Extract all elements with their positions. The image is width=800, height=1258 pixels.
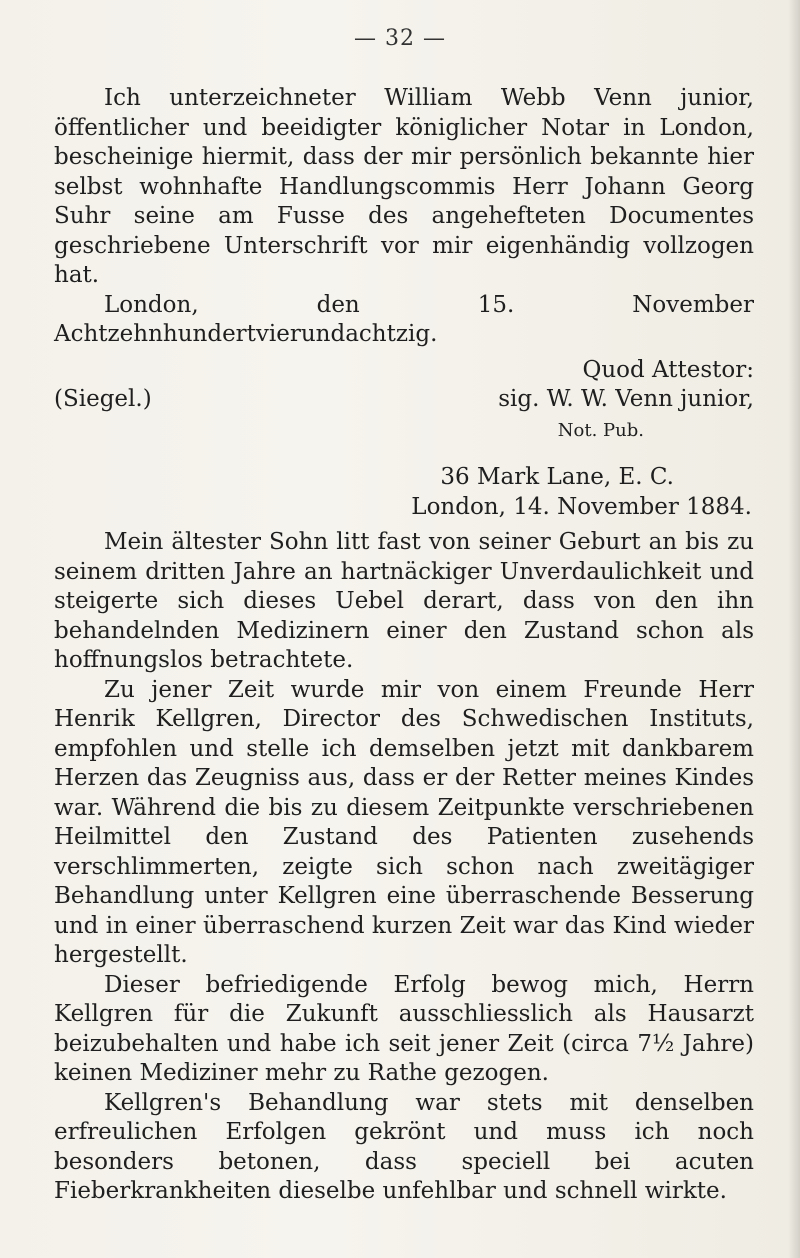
affidavit-date-line: London, den 15. November Achtzehnhundertvierundachtzig.	[54, 291, 754, 347]
page-number: — 32 —	[354, 26, 446, 51]
notary-abbrev: Not. Pub.	[557, 419, 644, 441]
letter-paragraph-2: Zu jener Zeit wurde mir von einem Freunde Herr Henrik Kellgren, Director des Schwedischen Instituts, empfohlen und stelle ich demselben jetzt mit dankbarem Herzen das Zeugniss aus, dass er der Retter meines Kindes war. Während die bis zu diesem Zeitpunkte verschriebenen Heilmittel den Zustand des Patienten zusehends verschlimmerten, zeigte sich schon nach zweitägiger Behandlung unter Kellgren eine überraschende Besserung und in einer überraschend kurzen Zeit war das Kind wieder hergestellt.	[54, 676, 754, 968]
letter-paragraph-1: Mein ältester Sohn litt fast von seiner Geburt an bis zu seinem dritten Jahre an hartnäckiger Unverdaulichkeit und steigerte sich dieses Uebel derart, dass von den ihn behandelnden Medizinern einer den Zustand schon als hoffnungslos betrachtete.	[54, 529, 754, 673]
page-spine-shadow	[788, 0, 800, 1258]
letter-paragraph-4: Kellgren's Behandlung war stets mit denselben erfreulichen Erfolgen gekrönt und muss ich noch besonders betonen, dass speciell bei acuten Fieberkrankheiten dieselbe unfehlbar und schnell wirkte.	[54, 1089, 754, 1204]
letter-address: 36 Mark Lane, E. C.	[440, 464, 674, 490]
letter-date-block	[54, 493, 754, 523]
page-content	[54, 84, 754, 1207]
notary-abbrev-block	[54, 415, 754, 446]
notary-signature: sig. W. W. Venn junior,	[498, 386, 754, 412]
attestor-label: Quod Attestor:	[582, 356, 754, 383]
affidavit-paragraph: Ich unterzeichneter William Webb Venn junior, öffentlicher und beeidigter königlicher Notar in London, bescheinige hiermit, dass der mir persönlich bekannte hier selbst wohnhafte Handlungscommis Herr Johann Georg Suhr seine am Fusse des angehefteten Documentes geschriebene Unterschrift vor mir eigenhändig vollzogen hat.	[54, 85, 754, 288]
letter-address-block	[54, 463, 754, 493]
attestor-label-block	[54, 356, 754, 386]
letter-date: London, 14. November 1884.	[411, 493, 752, 520]
seal-note: (Siegel.)	[54, 386, 152, 412]
seal-signature-row	[54, 385, 754, 415]
letter-paragraph-3: Dieser befriedigende Erfolg bewog mich, Herrn Kellgren für die Zukunft ausschliesslich als Hausarzt beizubehalten und habe ich seit jener Zeit (circa 7½ Jahre) keinen Mediziner mehr zu Rathe gezogen.	[54, 971, 754, 1086]
